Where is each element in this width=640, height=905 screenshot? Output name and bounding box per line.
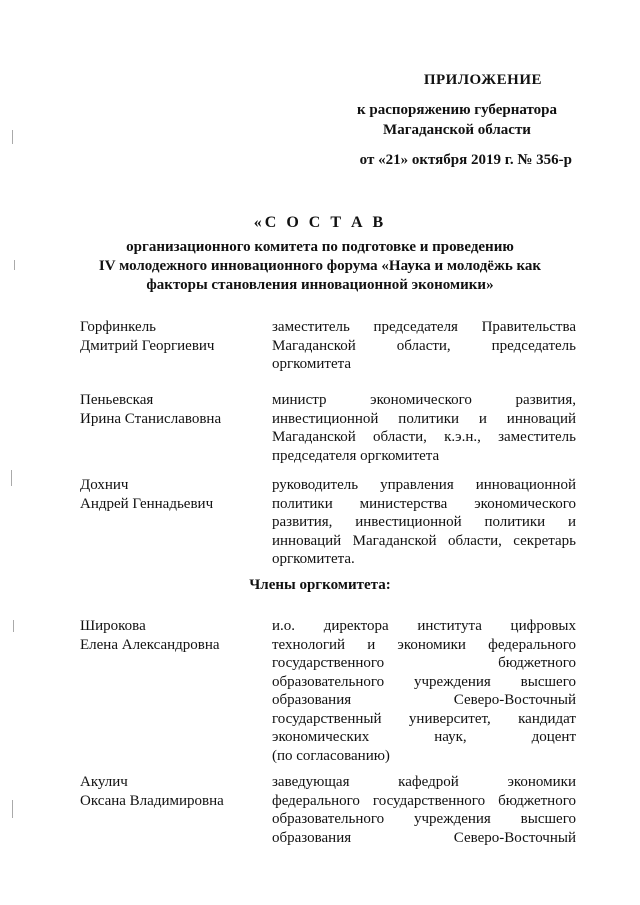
role-line: министр экономического развития, — [272, 392, 576, 408]
member-surname: Пеньевская — [80, 392, 154, 408]
role-line: политики министерства экономического — [272, 495, 576, 512]
role-line: технологий и экономики федерального — [272, 636, 576, 653]
members-section-heading: Члены оргкомитета: — [249, 577, 391, 593]
member-name — [80, 773, 265, 810]
appendix-line-1: к распоряжению губернатора — [356, 102, 557, 118]
member-role — [272, 391, 576, 465]
member-surname: Дохнич — [80, 477, 129, 493]
member-role — [272, 617, 576, 765]
role-line: образовательного учреждения высшего — [272, 673, 576, 690]
role-line: образования Северо-Восточный — [272, 829, 576, 846]
role-line: оргкомитета. — [272, 551, 355, 567]
member-role — [272, 773, 576, 847]
role-line: председателя оргкомитета — [272, 447, 440, 464]
member-given-name: Елена Александровна — [80, 636, 220, 653]
role-line: государственный университет, кандидат — [272, 710, 576, 727]
role-line: и.о. директора института цифровых — [272, 618, 576, 634]
document-subtitle — [60, 238, 580, 295]
appendix-heading: ПРИЛОЖЕНИЕ — [423, 72, 542, 88]
member-name — [80, 391, 265, 428]
role-line: государственного бюджетного — [272, 655, 576, 671]
member-surname: Широкова — [80, 618, 146, 634]
role-line: оргкомитета — [272, 356, 352, 372]
role-line: (по согласованию) — [272, 747, 390, 764]
member-given-name: Оксана Владимировна — [80, 792, 224, 809]
member-surname: Горфинкель — [80, 319, 157, 335]
role-line: экономических наук, доцент — [272, 729, 576, 745]
member-given-name: Ирина Станиславовна — [80, 410, 222, 427]
role-line: развития, инвестиционной политики и — [272, 514, 576, 530]
role-line: руководитель управления инновационной — [272, 477, 576, 493]
role-line: заведующая кафедрой экономики — [272, 774, 576, 790]
role-line: федерального государственного бюджетного — [272, 792, 576, 809]
document-title: «С О С Т А В — [253, 214, 387, 231]
member-role — [272, 476, 576, 569]
role-line: Магаданской области, председатель — [272, 337, 576, 354]
subtitle-line-1: организационного комитета по подготовке и проведению — [126, 239, 514, 255]
member-name — [80, 617, 265, 654]
subtitle-line-2: IV молодежного инновационного форума «Наука и молодёжь как — [98, 258, 542, 274]
role-line: заместитель председателя Правительства — [272, 319, 576, 335]
appendix-line-2: Магаданской области — [383, 122, 531, 138]
appendix-date: от «21» октября 2019 г. № 356-р — [359, 152, 572, 168]
appendix-block — [342, 70, 572, 170]
member-given-name: Дмитрий Георгиевич — [80, 337, 215, 354]
member-name — [80, 476, 265, 513]
subtitle-line-3: факторы становления инновационной экономики» — [146, 277, 494, 293]
member-given-name: Андрей Геннадьевич — [80, 495, 214, 512]
scan-margin-marks — [0, 0, 30, 905]
role-line: инноваций Магаданской области, секретарь — [272, 532, 576, 549]
role-line: инвестиционной политики и инноваций — [272, 410, 576, 427]
role-line: образования Северо-Восточный — [272, 692, 576, 708]
role-line: образовательного учреждения высшего — [272, 811, 576, 827]
member-role — [272, 318, 576, 374]
member-surname: Акулич — [80, 774, 128, 790]
member-name — [80, 318, 265, 355]
role-line: Магаданской области, к.э.н., заместитель — [272, 429, 576, 445]
